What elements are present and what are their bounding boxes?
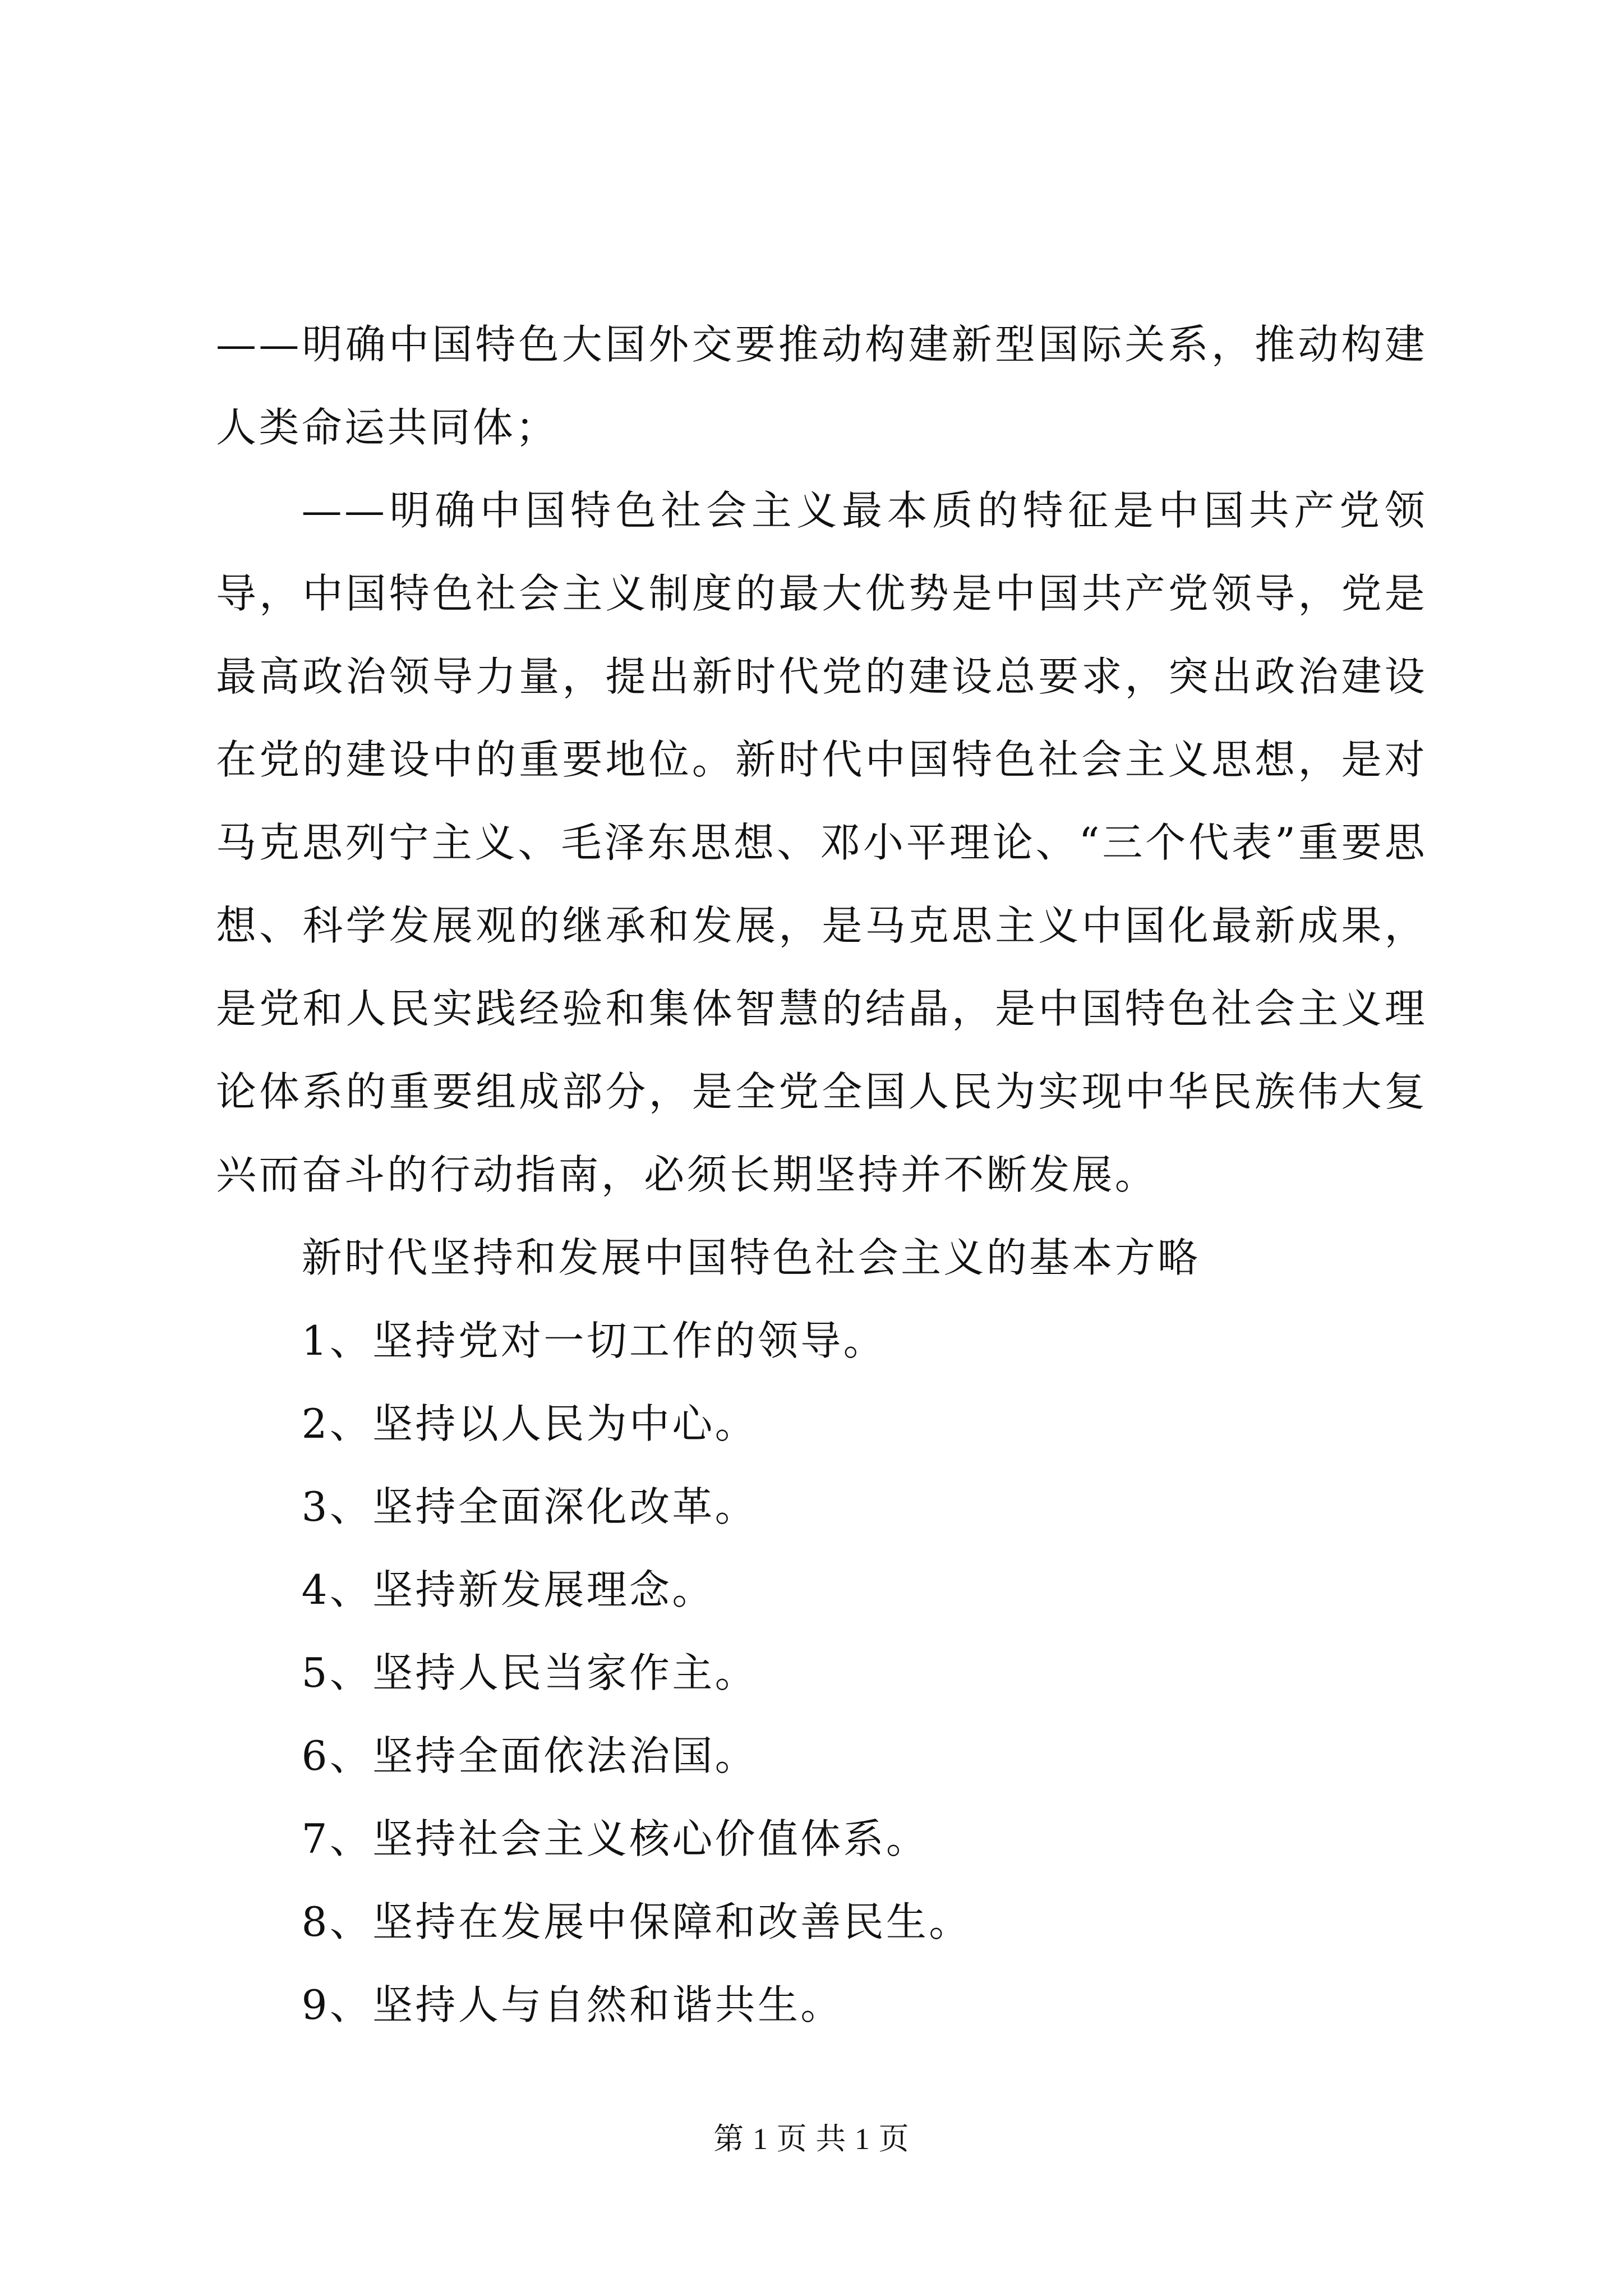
paragraph-diplomacy: ——明确中国特色大国外交要推动构建新型国际关系，推动构建人类命运共同体； <box>216 321 1427 451</box>
list-item: 4、坚持新发展理念。 <box>301 1566 715 1613</box>
section-heading-basic-strategy: 新时代坚持和发展中国特色社会主义的基本方略 <box>301 1234 1201 1281</box>
paragraph-party-leadership: ——明确中国特色社会主义最本质的特征是中国共产党领导，中国特色社会主义制度的最大优势是中国共产党领导，党是最高政治领导力量，提出新时代党的建设总要求，突出政治建设在党的建设中的重要地位。新时代中国特色社会主义思想，是对马克思列宁主义、毛泽东思想、邓小平理论、“三个代表”重要思想、科学发展观的继承和发展，是马克思主义中国化最新成果，是党和人民实践经验和集体智慧的结晶，是中国特色社会主义理论体系的重要组成部分，是全党全国人民为实现中华民族伟大复兴而奋斗的行动指南，必须长期坚持并不断发展。 <box>216 487 1427 1198</box>
document-body <box>216 303 1427 2046</box>
list-item: 5、坚持人民当家作主。 <box>301 1649 758 1696</box>
list-item: 1、坚持党对一切工作的领导。 <box>301 1317 886 1364</box>
list-item: 9、坚持人与自然和谐共生。 <box>301 1981 843 2028</box>
list-item: 7、坚持社会主义核心价值体系。 <box>301 1815 929 1862</box>
page-number-footer: 第 1 页 共 1 页 <box>713 2122 910 2156</box>
list-item: 2、坚持以人民为中心。 <box>301 1400 758 1447</box>
list-item: 8、坚持在发展中保障和改善民生。 <box>301 1898 972 1945</box>
list-item: 6、坚持全面依法治国。 <box>301 1732 758 1779</box>
list-item: 3、坚持全面深化改革。 <box>301 1483 758 1530</box>
